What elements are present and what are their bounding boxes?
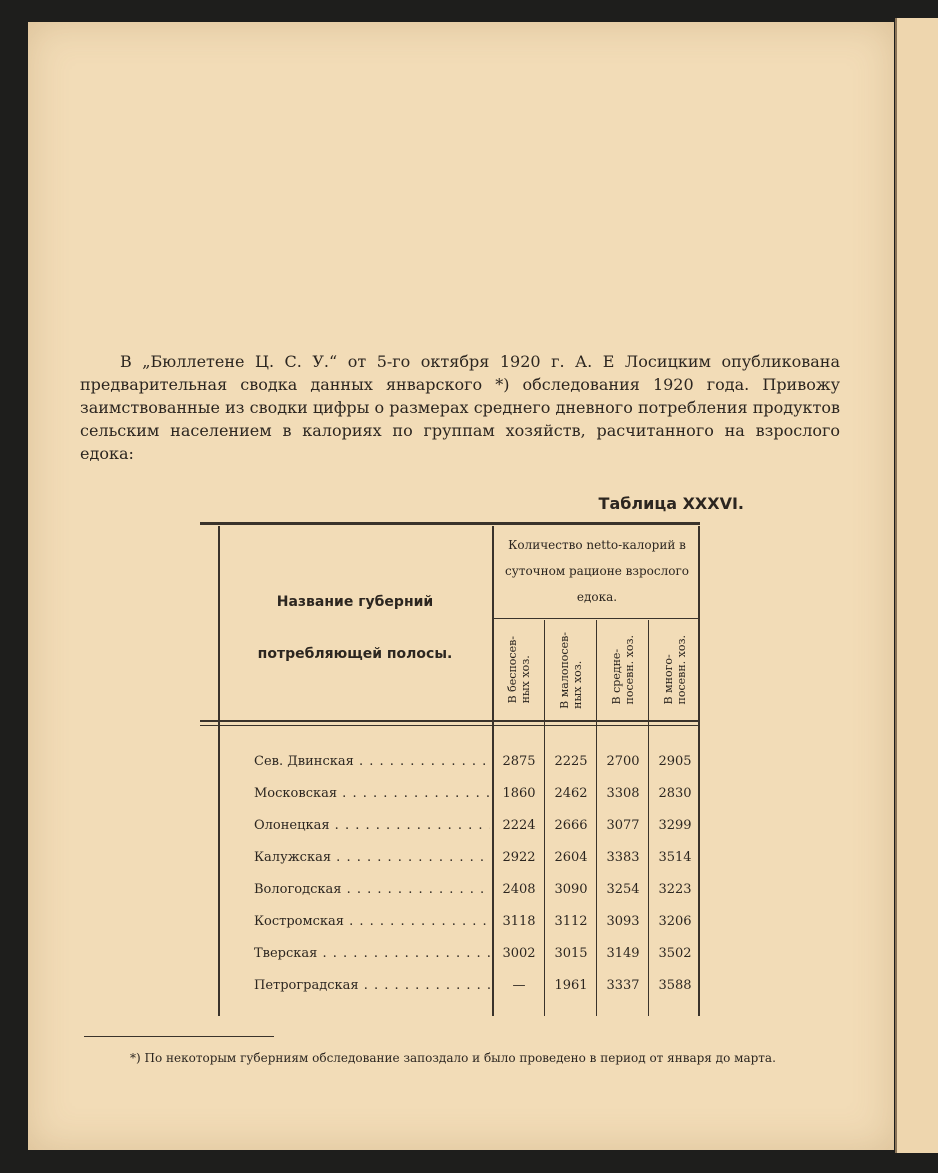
table-row [200,972,700,1004]
cell-value: 2700 [606,754,640,769]
header-bottom-rule [200,720,700,722]
cell-value: 3015 [554,946,588,961]
subheader-low-sowing: В малопосев- ных хоз. [558,631,584,709]
table-row [200,940,700,972]
header-bottom-rule [200,725,700,726]
region-name: Вологодская . . . [254,882,490,897]
table-row [200,844,700,876]
cell-value: 3112 [554,914,588,929]
cell-value: 3149 [606,946,640,961]
table-row [200,780,700,812]
table-caption: Таблица XXXVI. [598,494,744,513]
region-name: Петроградская . . . [254,978,490,993]
cell-value: 1961 [554,978,588,993]
table-row [200,748,700,780]
calorie-table [200,520,700,1020]
cell-value: 3002 [502,946,536,961]
table-row [200,812,700,844]
cell-value: 3118 [502,914,536,929]
cell-value: 2830 [658,786,692,801]
cell-value: 2462 [554,786,588,801]
region-name-header: Название губерний потребляющей полосы. [257,594,453,662]
calorie-group-header: Количество netto-калорий в суточном рационе взрослого едока. [505,538,689,604]
region-name: Сев. Двинская . . . [254,754,490,769]
cell-value: — [512,978,526,993]
cell-value: 3299 [658,818,692,833]
next-page-edge [895,18,938,1153]
table-row [200,876,700,908]
cell-value: 3206 [658,914,692,929]
cell-value: 3077 [606,818,640,833]
cell-value: 3337 [606,978,640,993]
cell-value: 2225 [554,754,588,769]
table-row [200,908,700,940]
subheader-high-sowing: В много- посевн. хоз. [662,635,688,705]
cell-value: 3090 [554,882,588,897]
footnote-text: *) По некоторым губерниям обследование запоздало и было проведено в период от января до марта. [130,1051,776,1065]
cell-value: 2666 [554,818,588,833]
cell-value: 2604 [554,850,588,865]
region-name: Тверская . . . [254,946,490,961]
cell-value: 3093 [606,914,640,929]
cell-value: 2224 [502,818,536,833]
subheader-mid-sowing: В средне- посевн. хоз. [610,635,636,705]
table-top-rule [200,522,700,525]
header-group-rule [492,618,700,619]
cell-value: 1860 [502,786,536,801]
cell-value: 3514 [658,850,692,865]
body-text: В „Бюллетене Ц. С. У.“ от 5-го октября 1920 г. А. Е Лосицким опубликована предварительная сводка данных январского *) обследования 1920 года. Привожу заимствованные из сводки цифры о размерах среднего дневного потребления продуктов сельским населением в калориях по группам хозяйств, расчитанного на взрослого едока: [80,352,840,463]
body-paragraph [80,350,840,465]
cell-value: 3588 [658,978,692,993]
cell-value: 3383 [606,850,640,865]
cell-value: 3254 [606,882,640,897]
region-name: Калужская . . . [254,850,490,865]
cell-value: 3308 [606,786,640,801]
cell-value: 3223 [658,882,692,897]
cell-value: 2875 [502,754,536,769]
cell-value: 2905 [658,754,692,769]
cell-value: 2408 [502,882,536,897]
region-name: Московская . . . [254,786,490,801]
footnote [80,1048,840,1068]
footnote-rule [84,1036,274,1037]
subheader-no-sowing: В беспосев- ных хоз. [506,636,532,704]
region-name: Костромская . . . [254,914,490,929]
cell-value: 2922 [502,850,536,865]
cell-value: 3502 [658,946,692,961]
region-name: Олонецкая . . . [254,818,490,833]
